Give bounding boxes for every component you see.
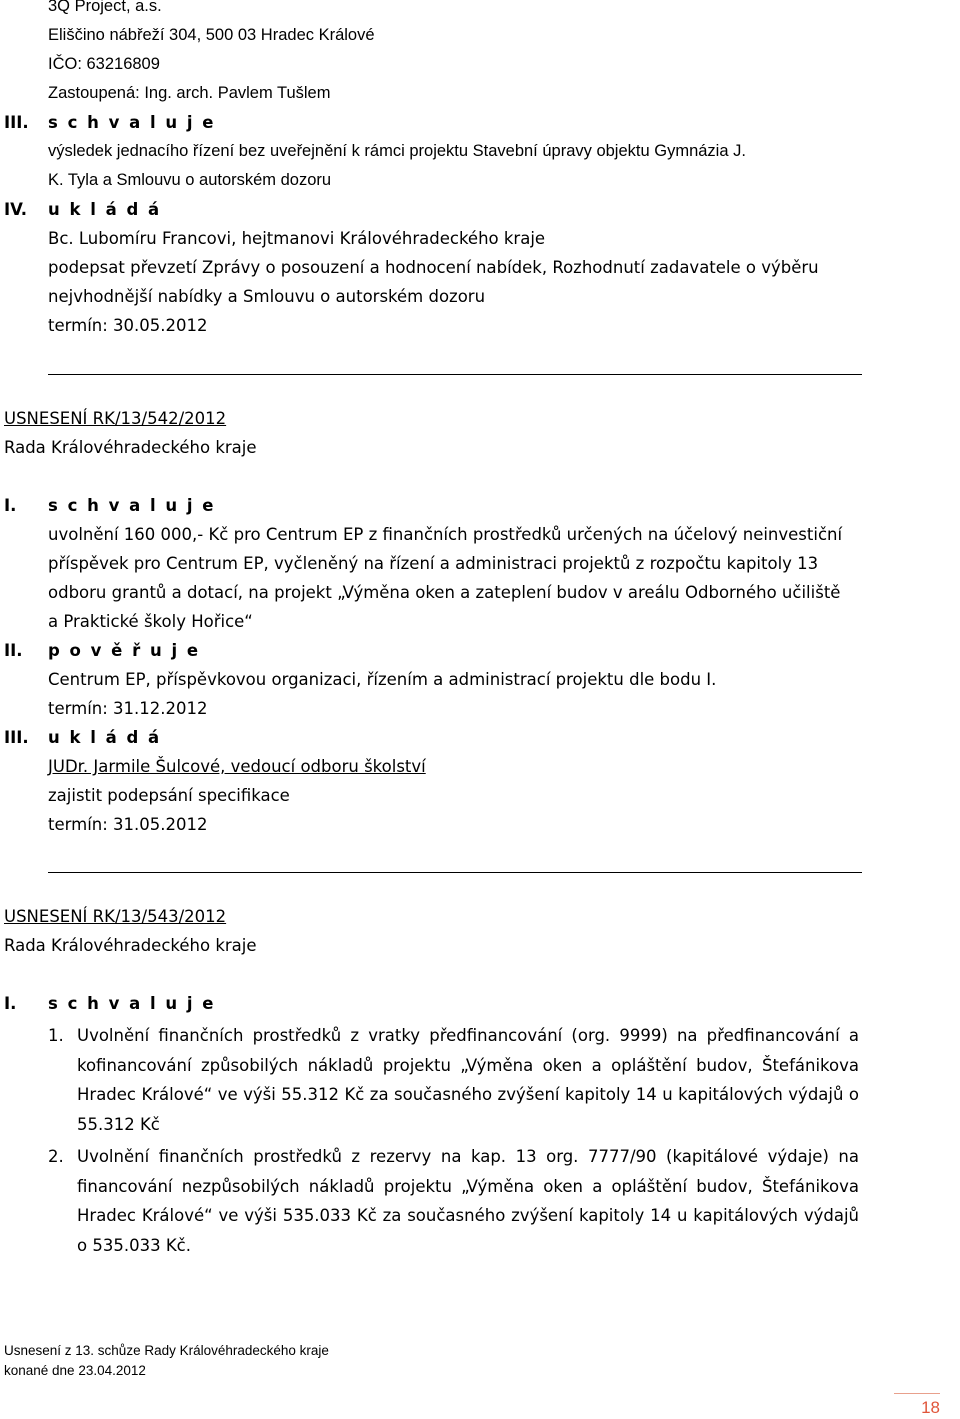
contractor-name: 3Q Project, a.s. xyxy=(48,0,162,15)
item-deadline: termín: 30.05.2012 xyxy=(48,316,208,335)
list-number: 2. xyxy=(48,1147,64,1166)
item-text: a Praktické školy Hořice“ xyxy=(48,612,253,631)
item-deadline: termín: 31.12.2012 xyxy=(48,699,208,718)
footer-line: Usnesení z 13. schůze Rady Královéhradeckého kraje xyxy=(4,1343,329,1358)
item-verb: p o v ě ř u j e xyxy=(48,641,201,660)
resolution-title: USNESENÍ RK/13/542/2012 xyxy=(4,409,227,428)
item-number: I. xyxy=(4,496,17,515)
resolution-body: Rada Královéhradeckého kraje xyxy=(4,438,257,457)
item-verb: s c h v a l u j e xyxy=(48,113,216,132)
section-divider xyxy=(48,374,862,375)
item-deadline: termín: 31.05.2012 xyxy=(48,815,208,834)
list-item: Uvolnění finančních prostředků z rezervy na kap. 13 org. 7777/90 (kapitálové výdaje) na financování nezpůsobilých nákladů projektu „Výměna oken a opláštění budov, Štefánikova Hradec Králové“ ve výši 535.033 Kč za současného zvýšení kapitoly 14 u kapitálových výdajů o 535.033 Kč. xyxy=(77,1147,859,1255)
item-text: příspěvek pro Centrum EP, vyčleněný na řízení a administraci projektů z rozpočtu kapitoly 13 xyxy=(48,554,819,573)
resolution-title: USNESENÍ RK/13/543/2012 xyxy=(4,907,227,926)
item-number: III. xyxy=(4,113,29,132)
item-text: odboru grantů a dotací, na projekt „Výměna oken a zateplení budov v areálu Odborného učiliště xyxy=(48,583,841,602)
page-number-rule xyxy=(894,1393,940,1394)
item-number: III. xyxy=(4,728,29,747)
list-number: 1. xyxy=(48,1026,64,1045)
item-person xyxy=(48,224,545,253)
item-text: výsledek jednacího řízení bez uveřejnění k rámci projektu Stavební úpravy objektu Gymnázia J. xyxy=(48,142,746,160)
item-person-text: Bc. Lubomíru Francovi, hejtmanovi Královéhradeckého kraje xyxy=(48,229,546,248)
item-person: JUDr. Jarmile Šulcové, vedoucí odboru školství xyxy=(48,757,426,776)
section-divider xyxy=(48,872,862,873)
contractor-ico: IČO: 63216809 xyxy=(48,55,160,73)
item-number: IV. xyxy=(4,200,28,219)
item-text: Centrum EP, příspěvkovou organizaci, řízením a administrací projektu dle bodu I. xyxy=(48,670,717,689)
item-text: nejvhodnější nabídky a Smlouvu o autorském dozoru xyxy=(48,287,486,306)
contractor-address: Eliščino nábřeží 304, 500 03 Hradec Králové xyxy=(48,26,375,44)
item-verb: s c h v a l u j e xyxy=(48,994,216,1013)
item-verb: u k l á d á xyxy=(48,200,162,219)
resolution-body: Rada Královéhradeckého kraje xyxy=(4,936,257,955)
item-text: zajistit podepsání specifikace xyxy=(48,786,290,805)
page-number: 18 xyxy=(921,1398,940,1417)
item-number: II. xyxy=(4,641,23,660)
contractor-representative: Zastoupená: Ing. arch. Pavlem Tušlem xyxy=(48,84,331,102)
item-text: K. Tyla a Smlouvu o autorském dozoru xyxy=(48,171,332,189)
item-verb: u k l á d á xyxy=(48,728,162,747)
list-item: Uvolnění finančních prostředků z vratky předfinancování (org. 9999) na předfinancování a kofinancování způsobilých nákladů projektu „Výměna oken a opláštění budov, Štefánikova Hradec Králové“ ve výši 55.312 Kč za současného zvýšení kapitoly 14 u kapitálových výdajů o 55.312 Kč xyxy=(77,1026,859,1134)
item-text: podepsat převzetí Zprávy o posouzení a hodnocení nabídek, Rozhodnutí zadavatele o výběru xyxy=(48,258,819,277)
item-number: I. xyxy=(4,994,17,1013)
item-text: uvolnění 160 000,- Kč pro Centrum EP z finančních prostředků určených na účelový neinvestiční xyxy=(48,525,843,544)
footer-line: konané dne 23.04.2012 xyxy=(4,1363,146,1378)
item-verb: s c h v a l u j e xyxy=(48,496,216,515)
